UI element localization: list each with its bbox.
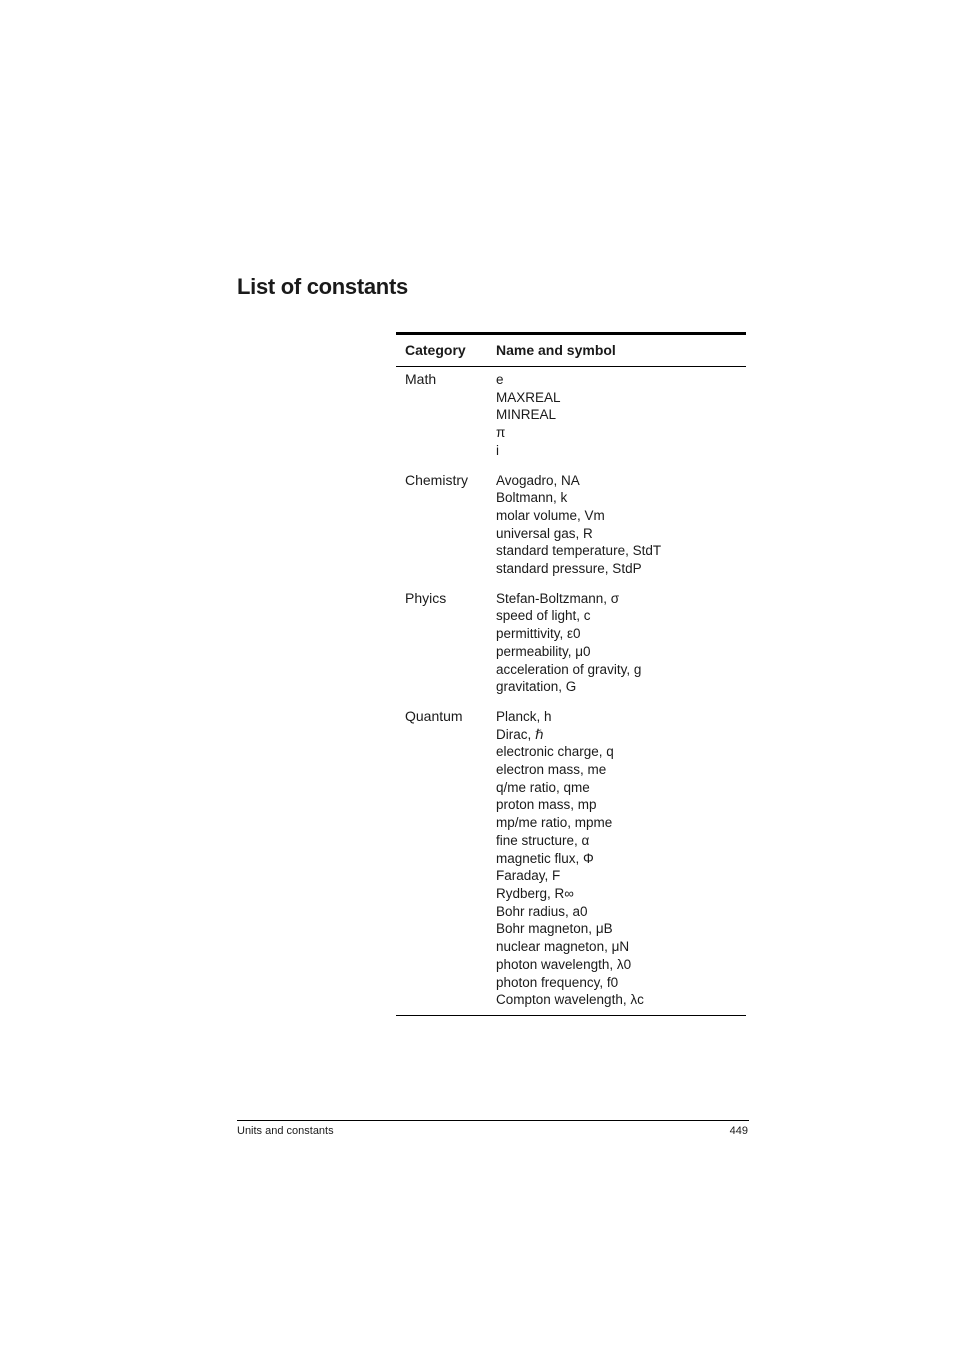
constant-item: Faraday, F bbox=[496, 868, 561, 884]
constant-item: q/me ratio, qme bbox=[496, 779, 590, 795]
header-name-symbol: Name and symbol bbox=[496, 342, 616, 358]
footer-section-name: Units and constants bbox=[237, 1125, 334, 1137]
table-header bbox=[396, 335, 746, 367]
constant-item: fine structure, α bbox=[496, 832, 590, 848]
constant-item: photon wavelength, λ0 bbox=[496, 956, 632, 972]
constant-item: MAXREAL bbox=[496, 389, 561, 405]
page-title: List of constants bbox=[237, 274, 408, 299]
constant-item: i bbox=[496, 442, 499, 458]
category-label: Quantum bbox=[405, 707, 463, 724]
constant-item: electron mass, me bbox=[496, 762, 607, 778]
constant-item: Boltmann, k bbox=[496, 490, 568, 506]
constant-item: permeability, μ0 bbox=[496, 643, 591, 659]
constant-item: Bohr radius, a0 bbox=[496, 903, 588, 919]
group-physics bbox=[396, 590, 746, 696]
group-math bbox=[396, 371, 746, 460]
constant-item: molar volume, Vm bbox=[496, 507, 605, 523]
constant-item: Rydberg, R∞ bbox=[496, 885, 574, 901]
constant-item: gravitation, G bbox=[496, 679, 577, 695]
category-label: Math bbox=[405, 371, 437, 387]
group-quantum bbox=[396, 708, 746, 1009]
constant-item: Avogadro, NA bbox=[496, 472, 580, 488]
constant-item: standard pressure, StdP bbox=[496, 561, 642, 577]
constant-item: π bbox=[496, 425, 506, 441]
constant-item: Bohr magneton, μB bbox=[496, 921, 613, 937]
constant-item: Stefan-Boltzmann, σ bbox=[496, 590, 620, 606]
constant-item: Planck, h bbox=[496, 708, 552, 724]
constant-item: e bbox=[496, 372, 504, 387]
header-category: Category bbox=[405, 342, 466, 358]
table-body bbox=[396, 367, 746, 1016]
footer-rule bbox=[237, 1120, 749, 1121]
constant-item: universal gas, R bbox=[496, 525, 593, 541]
constant-item: electronic charge, q bbox=[496, 744, 614, 760]
constant-item: proton mass, mp bbox=[496, 797, 597, 813]
constant-item: photon frequency, f0 bbox=[496, 974, 619, 990]
constants-table bbox=[396, 332, 746, 1016]
constant-item: MINREAL bbox=[496, 407, 557, 423]
page-number: 449 bbox=[729, 1125, 748, 1137]
constant-item: standard temperature, StdT bbox=[496, 543, 662, 559]
constant-item: Dirac, ℏ bbox=[496, 726, 544, 742]
category-label: Phyics bbox=[405, 589, 447, 606]
constant-item: speed of light, c bbox=[496, 608, 591, 624]
constant-item: nuclear magneton, μN bbox=[496, 939, 630, 955]
constant-item: Compton wavelength, λc bbox=[496, 992, 644, 1008]
constant-item: mp/me ratio, mpme bbox=[496, 815, 613, 831]
constant-item: acceleration of gravity, g bbox=[496, 661, 642, 677]
constant-item: magnetic flux, Φ bbox=[496, 850, 594, 866]
group-chemistry bbox=[396, 472, 746, 578]
category-label: Chemistry bbox=[405, 471, 469, 488]
constant-item: permittivity, ε0 bbox=[496, 626, 581, 642]
